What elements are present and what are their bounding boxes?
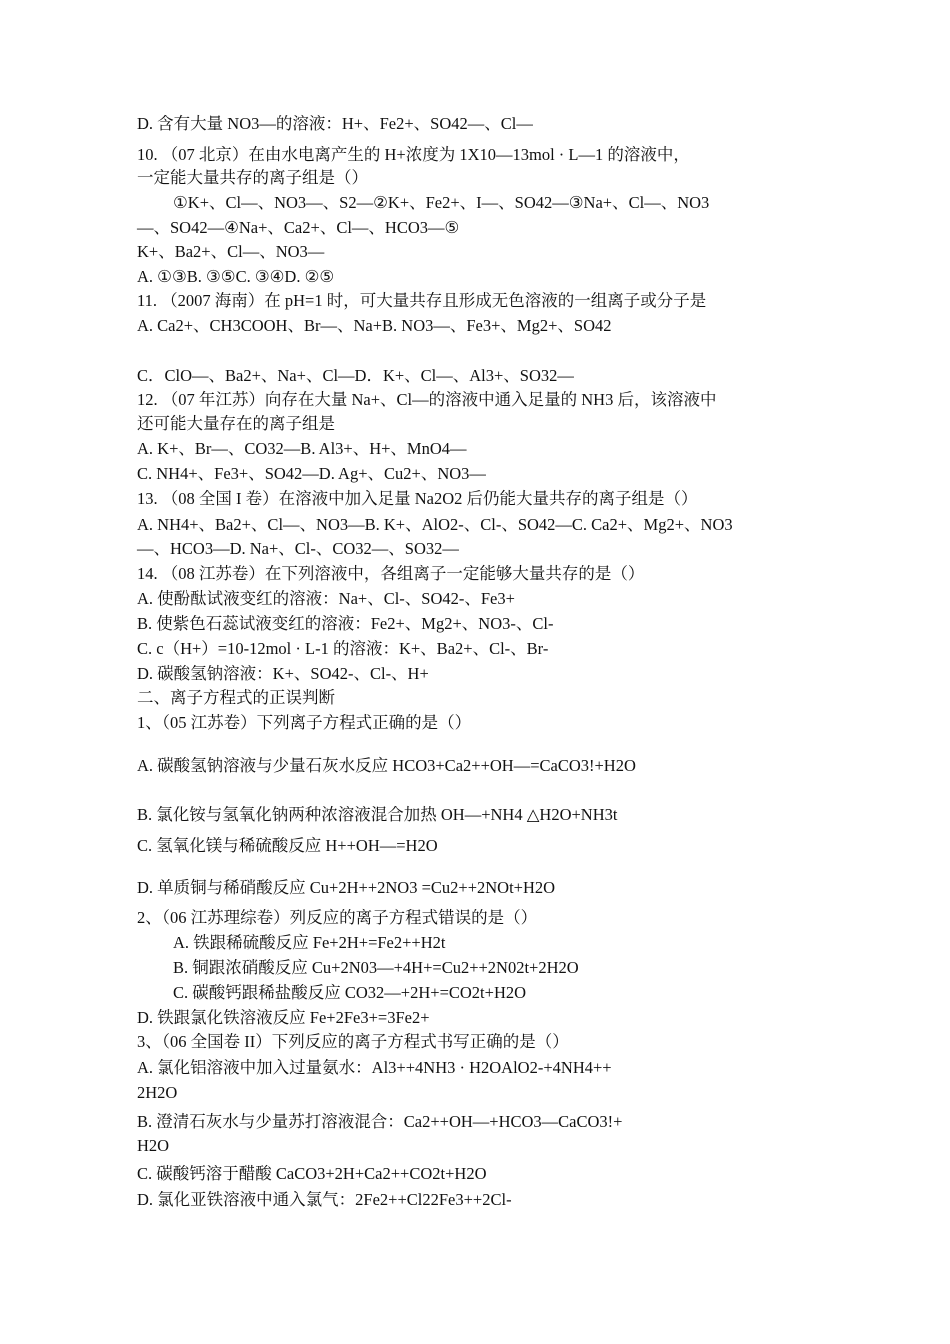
text-line: A. NH4+、Ba2+、Cl—、NO3—B. K+、AlO2-、Cl-、SO42—C. Ca2+、Mg2+、NO3 xyxy=(137,515,733,534)
text-line: A. Ca2+、CH3COOH、Br—、Na+B. NO3—、Fe3+、Mg2+、SO42 xyxy=(137,316,612,335)
text-line: 12. （07 年江苏）向存在大量 Na+、Cl—的溶液中通入足量的 NH3 后，该溶液中 xyxy=(137,390,717,409)
text-line: C．ClO—、Ba2+、Na+、Cl—D．K+、Cl—、Al3+、SO32— xyxy=(137,366,574,385)
text-line: A. 铁跟稀硫酸反应 Fe+2H+=Fe2++H2t xyxy=(173,933,446,952)
text-line: C. 碳酸钙溶于醋酸 CaCO3+2H+Ca2++CO2t+H2O xyxy=(137,1164,487,1183)
text-line: B. 澄清石灰水与少量苏打溶液混合：Ca2++OH—+HCO3—CaCO3!+ xyxy=(137,1112,623,1131)
text-line: 14. （08 江苏卷）在下列溶液中，各组离子一定能够大量共存的是（） xyxy=(137,564,645,583)
text-line: C. 氢氧化镁与稀硫酸反应 H++OH—=H2O xyxy=(137,836,438,855)
text-line: 13. （08 全国 I 卷）在溶液中加入足量 Na2O2 后仍能大量共存的离子组是（） xyxy=(137,489,698,508)
text-line: B. 氯化铵与氢氧化钠两种浓溶液混合加热 OH—+NH4 △H2O+NH3t xyxy=(137,805,618,824)
text-line: D. 碳酸氢钠溶液：K+、SO42-、Cl-、H+ xyxy=(137,664,429,683)
text-line: H2O xyxy=(137,1136,170,1155)
text-line: C. NH4+、Fe3+、SO42—D. Ag+、Cu2+、NO3— xyxy=(137,464,486,483)
text-line: 11. （2007 海南）在 pH=1 时，可大量共存且形成无色溶液的一组离子或分子是 xyxy=(137,291,707,310)
text-line: A. ①③B. ③⑤C. ③④D. ②⑤ xyxy=(137,267,335,286)
section-heading: 二、离子方程式的正误判断 xyxy=(137,688,335,707)
text-line: D. 氯化亚铁溶液中通入氯气：2Fe2++Cl22Fe3++2Cl- xyxy=(137,1190,512,1209)
text-line: D. 含有大量 NO3—的溶液：H+、Fe2+、SO42—、Cl— xyxy=(137,114,533,133)
text-line: B. 使紫色石蕊试液变红的溶液：Fe2+、Mg2+、NO3-、Cl- xyxy=(137,614,554,633)
text-line: A. 碳酸氢钠溶液与少量石灰水反应 HCO3+Ca2++OH—=CaCO3!+H2O xyxy=(137,756,636,775)
text-line: 还可能大量存在的离子组是 xyxy=(137,414,335,433)
text-line: 10. （07 北京）在由水电离产生的 H+浓度为 1X10—13mol · L—1 的溶液中， xyxy=(137,145,690,164)
text-line: 一定能大量共存的离子组是（） xyxy=(137,168,368,187)
text-line: K+、Ba2+、Cl—、NO3— xyxy=(137,242,325,261)
text-line: 3、（06 全国卷 II）下列反应的离子方程式书写正确的是（） xyxy=(137,1032,569,1051)
text-line: A. 氯化铝溶液中加入过量氨水：Al3++4NH3 · H2OAlO2-+4NH4++ xyxy=(137,1058,612,1077)
text-line: C. c（H+）=10-12mol · L-1 的溶液：K+、Ba2+、Cl-、Br- xyxy=(137,639,549,658)
text-line: D. 单质铜与稀硝酸反应 Cu+2H++2NO3 =Cu2++2NOt+H2O xyxy=(137,878,556,897)
text-line: 2H2O xyxy=(137,1083,178,1102)
text-line: A. K+、Br—、CO32—B. Al3+、H+、MnO4— xyxy=(137,439,467,458)
text-line: 1、（05 江苏卷）下列离子方程式正确的是（） xyxy=(137,713,472,732)
text-line: B. 铜跟浓硝酸反应 Cu+2N03—+4H+=Cu2++2N02t+2H2O xyxy=(173,958,579,977)
text-line: 2、（06 江苏理综卷）列反应的离子方程式错误的是（） xyxy=(137,908,538,927)
text-line: ①K+、Cl—、NO3—、S2—②K+、Fe2+、I—、SO42—③Na+、Cl—、NO3 xyxy=(173,193,710,212)
text-line: C. 碳酸钙跟稀盐酸反应 CO32—+2H+=CO2t+H2O xyxy=(173,983,527,1002)
text-line: D. 铁跟氯化铁溶液反应 Fe+2Fe3+=3Fe2+ xyxy=(137,1008,430,1027)
text-line: —、SO42—④Na+、Ca2+、Cl—、HCO3—⑤ xyxy=(137,218,460,237)
text-line: A. 使酚酞试液变红的溶液：Na+、Cl-、SO42-、Fe3+ xyxy=(137,589,515,608)
text-line: —、HCO3—D. Na+、Cl-、CO32—、SO32— xyxy=(137,539,459,558)
